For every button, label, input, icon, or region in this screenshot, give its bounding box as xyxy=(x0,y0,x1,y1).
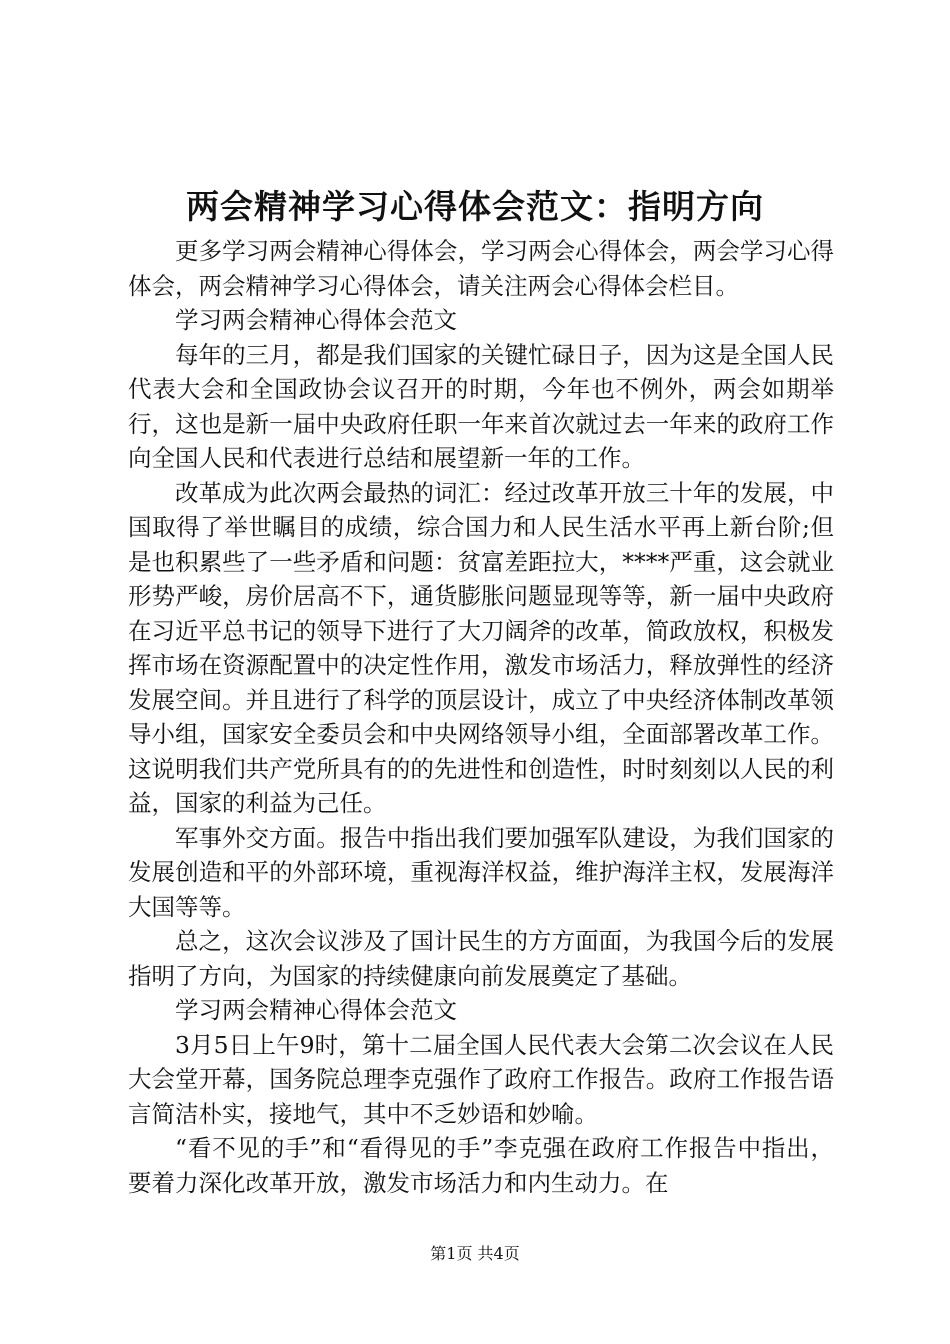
paragraph: “看不见的手”和“看得见的手”李克强在政府工作报告中指出，要着力深化改革开放，激发市场活力和内生动力。在 xyxy=(128,1134,834,1197)
paragraph: 每年的三月，都是我们国家的关键忙碌日子，因为这是全国人民代表大会和全国政协会议召开的时期，今年也不例外，两会如期举行，这也是新一届中央政府任职一年来首次就过去一年来的政府工作向全国人民和代表进行总结和展望新一年的工作。 xyxy=(128,340,834,472)
paragraph: 总之，这次会议涉及了国计民生的方方面面，为我国今后的发展指明了方向，为国家的持续健康向前发展奠定了基础。 xyxy=(128,927,834,990)
document-body xyxy=(128,234,834,1200)
section-heading: 学习两会精神心得体会范文 xyxy=(175,996,457,1024)
page-number: 第1页 共4页 xyxy=(430,1244,520,1263)
section-heading: 学习两会精神心得体会范文 xyxy=(175,306,457,334)
paragraph: 改革成为此次两会最热的词汇：经过改革开放三十年的发展，中国取得了举世瞩目的成绩，综合国力和人民生活水平再上新台阶;但是也积累些了一些矛盾和问题：贫富差距拉大，****严重，这会就业形势严峻，房价居高不下，通货膨胀问题显现等等，新一届中央政府在习近平总书记的领导下进行了大刀阔斧的改革，简政放权，积极发挥市场在资源配置中的决定性作用，激发市场活力，释放弹性的经济发展空间。并且进行了科学的顶层设计，成立了中央经济体制改革领导小组，国家安全委员会和中央网络领导小组，全面部署改革工作。这说明我们共产党所具有的的先进性和创造性，时时刻刻以人民的利益，国家的利益为己任。 xyxy=(128,478,834,817)
paragraph-intro: 更多学习两会精神心得体会，学习两会心得体会，两会学习心得体会，两会精神学习心得体会，请关注两会心得体会栏目。 xyxy=(128,237,834,300)
document-title: 两会精神学习心得体会范文：指明方向 xyxy=(186,187,764,226)
paragraph: 军事外交方面。报告中指出我们要加强军队建设，为我们国家的发展创造和平的外部环境，重视海洋权益，维护海洋主权，发展海洋大国等等。 xyxy=(128,823,834,921)
paragraph: 3月5日上午9时，第十二届全国人民代表大会第二次会议在人民大会堂开幕，国务院总理李克强作了政府工作报告。政府工作报告语言简洁朴实，接地气，其中不乏妙语和妙喻。 xyxy=(128,1030,834,1128)
